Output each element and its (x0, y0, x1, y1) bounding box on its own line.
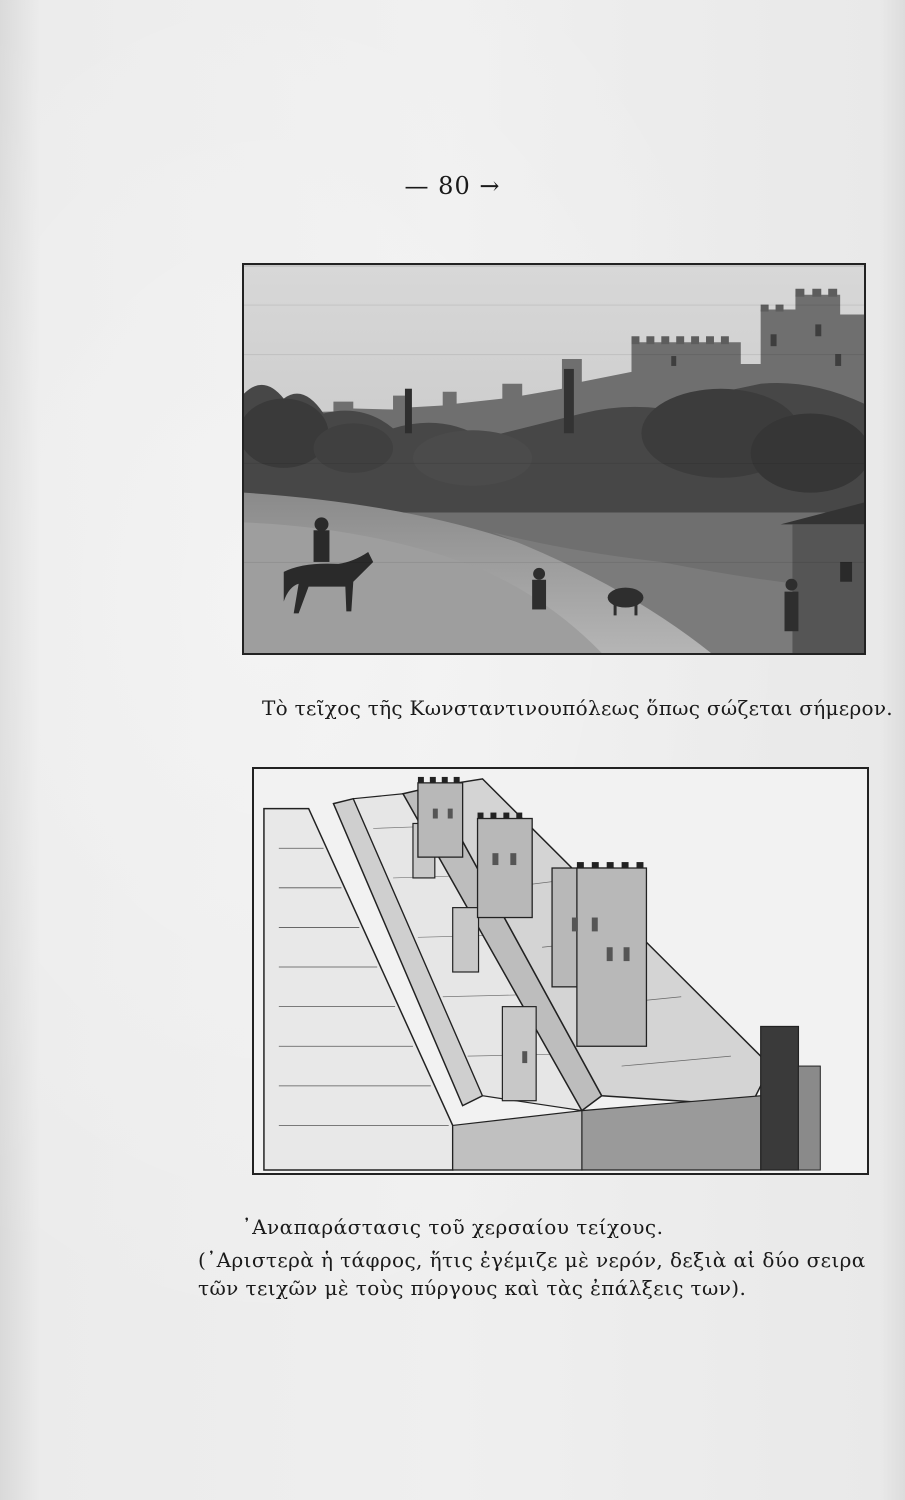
drawing-wall-reconstruction (252, 767, 869, 1175)
photo-city-walls (242, 263, 866, 655)
drawing-caption-title: ᾽Αναπαράστασις τοῦ χερσαίου τείχους. (241, 1215, 664, 1239)
drawing-caption-line-1: (᾽Αριστερὰ ἡ τάφρος, ἥτις ἐγέμιζε μὲ νερόν, δεξιὰ αἱ δύο σειρα (198, 1248, 866, 1272)
drawing-wall-reconstruction-image (254, 769, 867, 1173)
drawing-caption-line-2: τῶν τειχῶν μὲ τοὺς πύργους καὶ τὰς ἐπάλξεις των). (198, 1276, 747, 1300)
photo-city-walls-image (244, 265, 864, 653)
page-number: — 80 → (404, 172, 501, 200)
photo-caption: Τὸ τεῖχος τῆς Κωνσταντινουπόλεως ὅπως σώζεται σήμερον. (262, 696, 893, 720)
